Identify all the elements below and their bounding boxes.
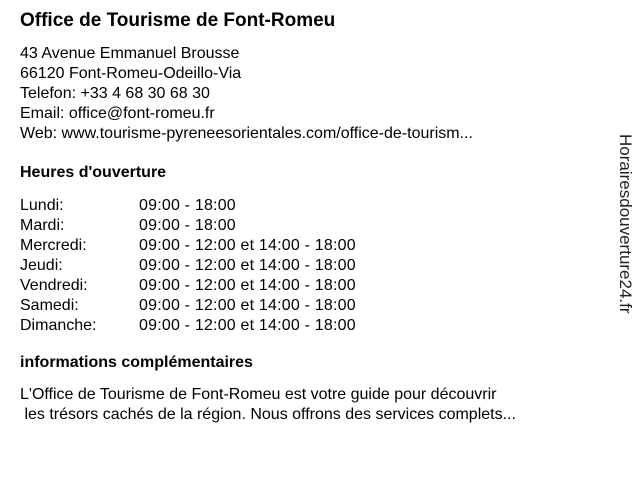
- hours-day: Vendredi:: [20, 277, 88, 294]
- hours-day: Dimanche:: [20, 317, 97, 334]
- office-title: Office de Tourisme de Font-Romeu: [20, 10, 336, 31]
- hours-day: Samedi:: [20, 297, 79, 314]
- watermark-text: Horairesdouverture24.fr: [616, 134, 635, 314]
- hours-day: Mercredi:: [20, 237, 87, 254]
- address-line-1: 43 Avenue Emmanuel Brousse: [20, 45, 240, 62]
- hours-day: Lundi:: [20, 197, 64, 214]
- hours-time: 09:00 - 12:00 et 14:00 - 18:00: [139, 317, 356, 334]
- phone-line: Telefon: +33 4 68 30 68 30: [20, 85, 210, 102]
- hours-time: 09:00 - 12:00 et 14:00 - 18:00: [139, 277, 356, 294]
- email-line: Email: office@font-romeu.fr: [20, 105, 215, 122]
- hours-heading: Heures d'ouverture: [20, 164, 167, 181]
- address-line-2: 66120 Font-Romeu-Odeillo-Via: [20, 65, 242, 82]
- info-line-1: L'Office de Tourisme de Font-Romeu est votre guide pour découvrir: [20, 386, 497, 403]
- info-text: [20, 385, 516, 425]
- info-heading: informations complémentaires: [20, 354, 253, 371]
- hours-time: 09:00 - 18:00: [139, 217, 236, 234]
- web-line: Web: www.tourisme-pyreneesorientales.com/office-de-tourism...: [20, 125, 473, 142]
- hours-time: 09:00 - 18:00: [139, 197, 236, 214]
- hours-time: 09:00 - 12:00 et 14:00 - 18:00: [139, 257, 356, 274]
- hours-time: 09:00 - 12:00 et 14:00 - 18:00: [139, 297, 356, 314]
- hours-time: 09:00 - 12:00 et 14:00 - 18:00: [139, 237, 356, 254]
- info-line-2: les trésors cachés de la région. Nous offrons des services complets...: [20, 406, 516, 423]
- contact-block: [20, 44, 473, 144]
- hours-day: Jeudi:: [20, 257, 63, 274]
- hours-day: Mardi:: [20, 217, 65, 234]
